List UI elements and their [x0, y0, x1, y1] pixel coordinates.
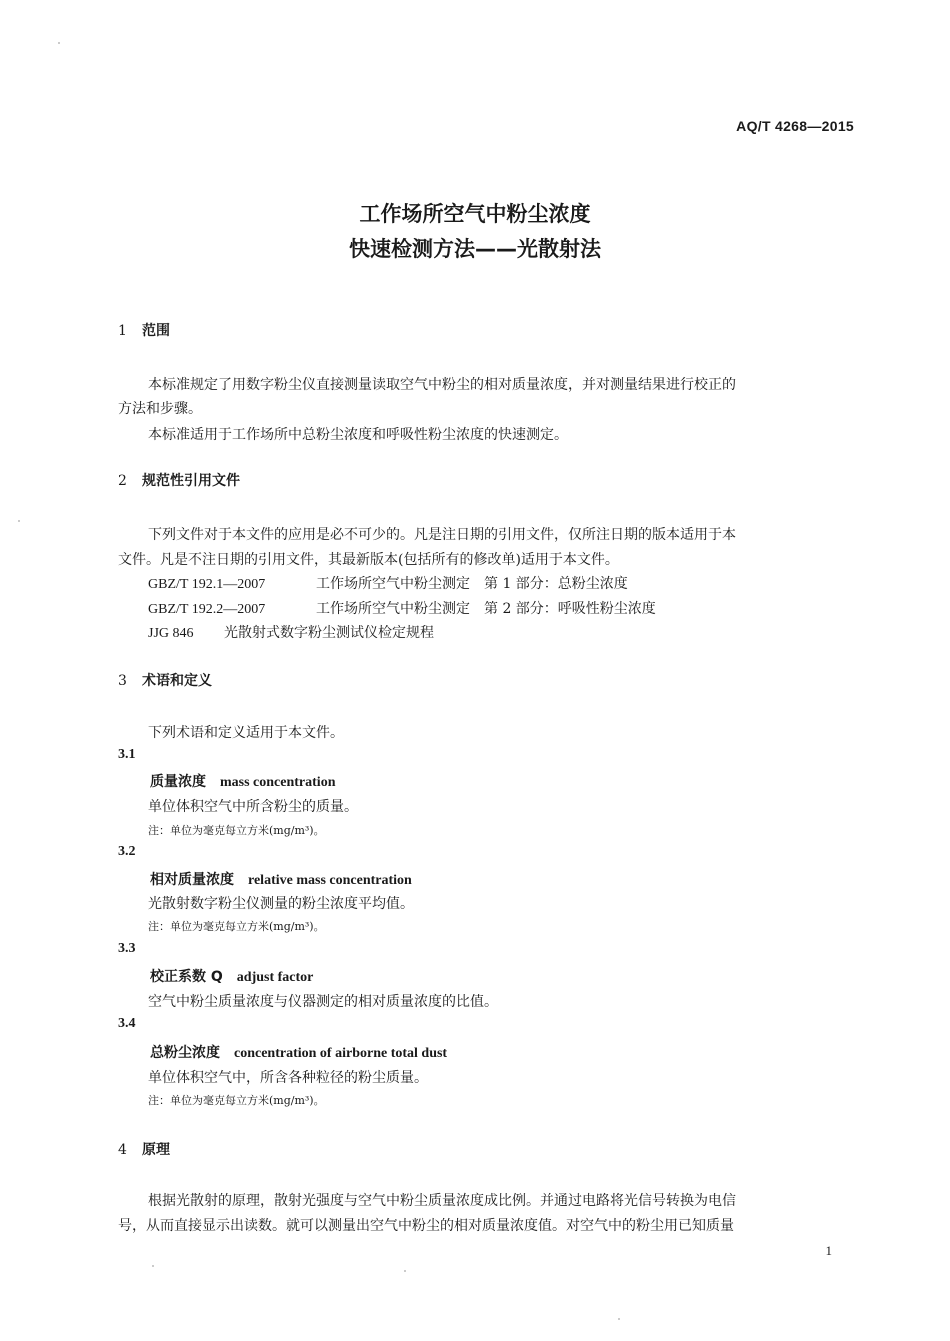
paragraph: 下列文件对于本文件的应用是必不可少的。凡是注日期的引用文件，仅所注日期的版本适用于本	[148, 527, 736, 543]
scan-speck	[18, 520, 20, 522]
term-note: 注：单位为毫克每立方米(mg/m³)。	[148, 920, 325, 933]
term-note: 注：单位为毫克每立方米(mg/m³)。	[148, 1094, 325, 1107]
term-number: 3.3	[118, 941, 136, 956]
term-number: 3.2	[118, 844, 136, 859]
term-number: 3.4	[118, 1016, 136, 1031]
paragraph: 方法和步骤。	[118, 401, 202, 417]
term-en: mass concentration	[220, 775, 336, 790]
term-note: 注：单位为毫克每立方米(mg/m³)。	[148, 824, 325, 837]
term-heading	[150, 869, 412, 889]
paragraph: 根据光散射的原理，散射光强度与空气中粉尘质量浓度成比例。并通过电路将光信号转换为电信	[148, 1193, 736, 1209]
scan-speck	[404, 1270, 406, 1272]
section-1-heading	[118, 320, 170, 340]
section-title: 规范性引用文件	[142, 473, 240, 489]
section-number: 2	[118, 473, 127, 489]
reference-title: 光散射式数字粉尘测试仪检定规程	[224, 625, 434, 641]
term-zh: 相对质量浓度	[150, 872, 234, 888]
reference-item	[148, 573, 628, 593]
reference-item	[148, 622, 434, 642]
term-definition: 光散射数字粉尘仪测量的粉尘浓度平均值。	[148, 896, 414, 912]
page-number: 1	[825, 1243, 832, 1258]
scan-speck	[152, 1265, 154, 1267]
paragraph: 文件。凡是不注日期的引用文件，其最新版本(包括所有的修改单)适用于本文件。	[118, 552, 619, 568]
term-en: adjust factor	[236, 970, 314, 985]
title-line-2: 快速检测方法——光散射法	[349, 237, 601, 261]
scan-speck	[58, 42, 60, 44]
term-heading	[150, 966, 313, 986]
reference-code: GBZ/T 192.2—2007	[148, 602, 266, 617]
term-zh: 校正系数 Q	[150, 969, 223, 985]
reference-code: JJG 846	[148, 626, 194, 641]
term-en: concentration of airborne total dust	[234, 1046, 448, 1061]
section-title: 术语和定义	[142, 673, 212, 689]
term-definition: 空气中粉尘质量浓度与仪器测定的相对质量浓度的比值。	[148, 994, 498, 1010]
section-2-heading	[118, 470, 240, 490]
reference-code: GBZ/T 192.1—2007	[148, 577, 266, 592]
section-title: 原理	[142, 1142, 170, 1158]
section-number: 1	[118, 323, 127, 339]
term-en: relative mass concentration	[248, 873, 412, 888]
section-3-heading	[118, 670, 212, 690]
section-title: 范围	[142, 323, 170, 339]
scan-speck	[618, 1318, 620, 1320]
section-4-heading	[118, 1139, 170, 1159]
standard-number: AQ/T 4268—2015	[736, 118, 854, 134]
term-definition: 单位体积空气中，所含各种粒径的粉尘质量。	[148, 1070, 428, 1086]
section-number: 3	[118, 673, 127, 689]
term-definition: 单位体积空气中所含粉尘的质量。	[148, 799, 358, 815]
paragraph: 下列术语和定义适用于本文件。	[148, 725, 344, 741]
reference-item	[148, 598, 656, 618]
term-zh: 质量浓度	[150, 774, 206, 790]
paragraph: 本标准适用于工作场所中总粉尘浓度和呼吸性粉尘浓度的快速测定。	[148, 427, 568, 443]
section-number: 4	[118, 1142, 127, 1158]
paragraph: 本标准规定了用数字粉尘仪直接测量读取空气中粉尘的相对质量浓度，并对测量结果进行校正的	[148, 377, 736, 393]
term-heading	[150, 771, 336, 791]
paragraph: 号，从而直接显示出读数。就可以测量出空气中粉尘的相对质量浓度值。对空气中的粉尘用已知质量	[118, 1218, 734, 1234]
term-number: 3.1	[118, 747, 136, 762]
term-zh: 总粉尘浓度	[150, 1045, 220, 1061]
title-line-1: 工作场所空气中粉尘浓度	[359, 202, 591, 226]
term-heading	[150, 1042, 447, 1062]
reference-title: 工作场所空气中粉尘测定 第 2 部分：呼吸性粉尘浓度	[316, 601, 656, 617]
reference-title: 工作场所空气中粉尘测定 第 1 部分：总粉尘浓度	[316, 576, 628, 592]
